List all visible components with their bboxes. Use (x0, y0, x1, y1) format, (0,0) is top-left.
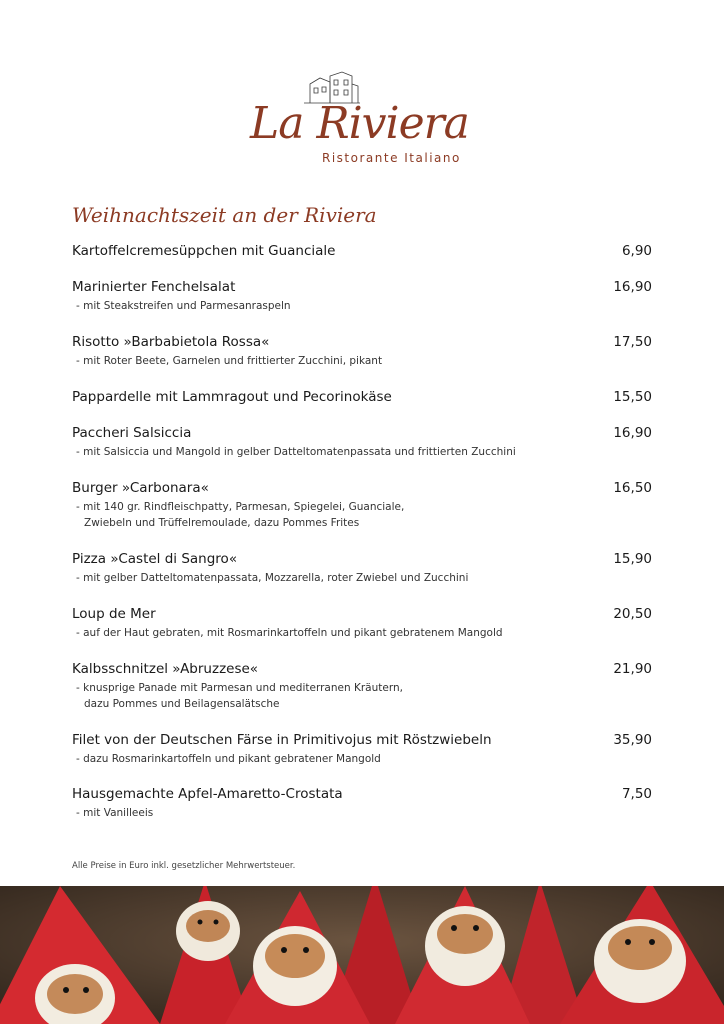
menu-item (72, 731, 652, 767)
menu-item (72, 785, 652, 821)
item-name: Kartoffelcremesüppchen mit Guanciale (72, 243, 336, 259)
item-name: Hausgemachte Apfel-Amaretto-Crostata (72, 786, 343, 802)
item-price: 16,50 (613, 480, 652, 496)
item-name: Pappardelle mit Lammragout und Pecorinokäse (72, 389, 392, 405)
item-name: Pizza »Castel di Sangro« (72, 551, 238, 567)
description-line: - mit 140 gr. Rindfleischpatty, Parmesan, Spiegelei, Guanciale, (76, 501, 405, 513)
item-description (72, 499, 652, 531)
item-price: 15,90 (613, 551, 652, 567)
logo-subtitle: Ristorante Italiano (322, 151, 461, 165)
menu-item (72, 479, 652, 531)
item-description (72, 444, 652, 460)
section-title: Weihnachtszeit an der Riviera (72, 203, 377, 227)
item-name: Paccheri Salsiccia (72, 425, 192, 441)
item-price: 21,90 (613, 661, 652, 677)
item-description (72, 625, 652, 641)
item-price: 35,90 (613, 732, 652, 748)
santa-figurines-photo (0, 886, 724, 1024)
item-price: 16,90 (613, 279, 652, 295)
menu-item (72, 278, 652, 314)
logo-name: La Riviera (250, 98, 469, 149)
item-name: Risotto »Barbabietola Rossa« (72, 334, 270, 350)
description-line: - mit gelber Datteltomatenpassata, Mozzarella, roter Zwiebel und Zucchini (76, 572, 469, 584)
item-price: 15,50 (613, 389, 652, 405)
menu-item (72, 605, 652, 641)
item-name: Loup de Mer (72, 606, 156, 622)
item-name: Burger »Carbonara« (72, 480, 209, 496)
item-name: Kalbsschnitzel »Abruzzese« (72, 661, 259, 677)
menu-item (72, 333, 652, 369)
description-line: dazu Pommes und Beilagensalätsche (84, 698, 280, 710)
item-name: Marinierter Fenchelsalat (72, 279, 236, 295)
item-description (72, 680, 652, 712)
description-line: - auf der Haut gebraten, mit Rosmarinkartoffeln und pikant gebratenem Mangold (76, 627, 503, 639)
description-line: - mit Salsiccia und Mangold in gelber Datteltomatenpassata und frittierten Zucchini (76, 446, 516, 458)
item-description (72, 298, 652, 314)
item-price: 16,90 (613, 425, 652, 441)
menu-item (72, 660, 652, 712)
item-description (72, 353, 652, 369)
description-line: - mit Roter Beete, Garnelen und frittierter Zucchini, pikant (76, 355, 383, 367)
menu-item (72, 550, 652, 586)
item-price: 7,50 (621, 786, 652, 802)
menu-item (72, 242, 652, 260)
description-line: - mit Vanilleeis (76, 807, 154, 819)
description-line: - dazu Rosmarinkartoffeln und pikant gebratener Mangold (76, 753, 381, 765)
menu-item (72, 388, 652, 406)
description-line: - mit Steakstreifen und Parmesanraspeln (76, 300, 291, 312)
item-name: Filet von der Deutschen Färse in Primitivojus mit Röstzwiebeln (72, 732, 492, 748)
menu-item (72, 424, 652, 460)
price-footnote: Alle Preise in Euro inkl. gesetzlicher Mehrwertsteuer. (72, 861, 296, 871)
item-description (72, 751, 652, 767)
item-price: 20,50 (613, 606, 652, 622)
item-description (72, 805, 652, 821)
description-line: Zwiebeln und Trüffelremoulade, dazu Pommes Frites (84, 517, 360, 529)
restaurant-logo (250, 70, 480, 170)
item-price: 17,50 (613, 334, 652, 350)
item-description (72, 570, 652, 586)
description-line: - knusprige Panade mit Parmesan und mediterranen Kräutern, (76, 682, 403, 694)
item-price: 6,90 (621, 243, 652, 259)
